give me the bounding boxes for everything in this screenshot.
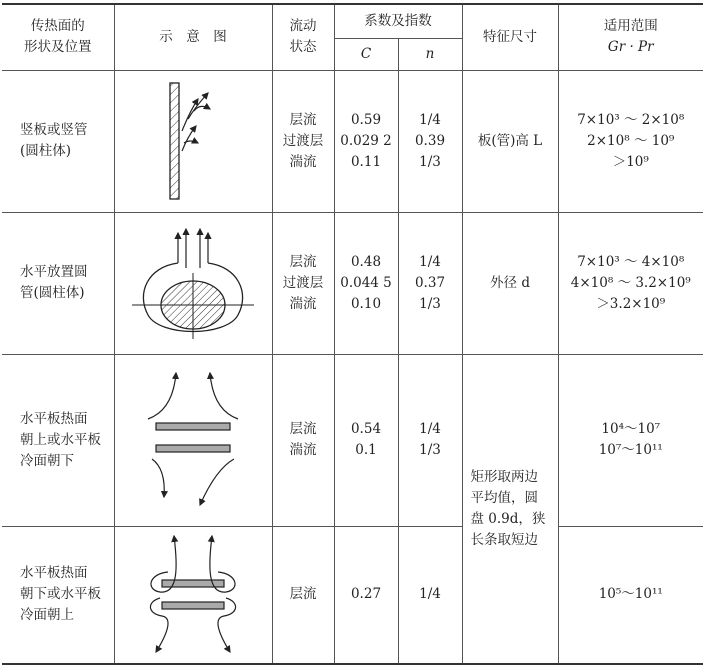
header-range-sub: Gr · Pr [607,39,654,56]
correlation-table [2,3,703,665]
n-cell: 1/4 0.39 1/3 [398,70,462,212]
range-cell: 7×10³ ～ 2×10⁸ 2×10⁸ ～ 10⁹ ＞10⁹ [558,70,703,212]
range-cell: 10⁵～10¹¹ [558,526,703,664]
n-cell: 1/4 [398,526,462,664]
c-cell: 0.27 [334,526,398,664]
header-c: C [334,38,398,70]
diagram-cell [114,212,272,354]
horizontal-cylinder-icon [128,223,258,343]
diagram-cell [114,526,272,664]
diagram-cell [114,354,272,526]
horizontal-plates-down-icon [138,532,248,657]
c-cell: 0.59 0.029 2 0.11 [334,70,398,212]
n-cell: 1/4 0.37 1/3 [398,212,462,354]
state-cell: 层流 [272,526,334,664]
horizontal-plates-up-icon [138,365,248,515]
header-diagram: 示 意 图 [114,4,272,70]
header-range-title: 适用范围 [603,18,658,35]
header-state: 流动 状态 [272,4,334,70]
shape-cell: 水平放置圆 管(圆柱体) [2,212,114,354]
range-cell: 7×10³ ～ 4×10⁸ 4×10⁸ ～ 3.2×10⁹ ＞3.2×10⁹ [558,212,703,354]
shape-cell: 竖板或竖管 (圆柱体) [2,70,114,212]
diagram-cell [114,70,272,212]
state-cell: 层流 过渡层 湍流 [272,70,334,212]
n-cell: 1/4 1/3 [398,354,462,526]
char-cell: 外径 d [462,212,558,354]
char-cell-shared: 矩形取两边 平均值，圆 盘 0.9d，狭 长条取短边 [462,354,558,664]
table-row [2,354,703,526]
header-characteristic-size: 特征尺寸 [462,4,558,70]
header-shape: 传热面的 形状及位置 [2,4,114,70]
state-cell: 层流 湍流 [272,354,334,526]
table-row [2,70,703,212]
c-cell: 0.54 0.1 [334,354,398,526]
c-cell: 0.48 0.044 5 0.10 [334,212,398,354]
header-range [558,4,703,70]
vertical-plate-icon [158,81,228,201]
char-cell: 板(管)高 L [462,70,558,212]
shape-cell: 水平板热面 朝下或水平板 冷面朝上 [2,526,114,664]
state-cell: 层流 过渡层 湍流 [272,212,334,354]
header-coefficients: 系数及指数 [334,4,462,38]
table-row [2,526,703,664]
range-cell: 10⁴～10⁷ 10⁷～10¹¹ [558,354,703,526]
header-n: n [398,38,462,70]
shape-cell: 水平板热面 朝上或水平板 冷面朝下 [2,354,114,526]
table-row [2,212,703,354]
